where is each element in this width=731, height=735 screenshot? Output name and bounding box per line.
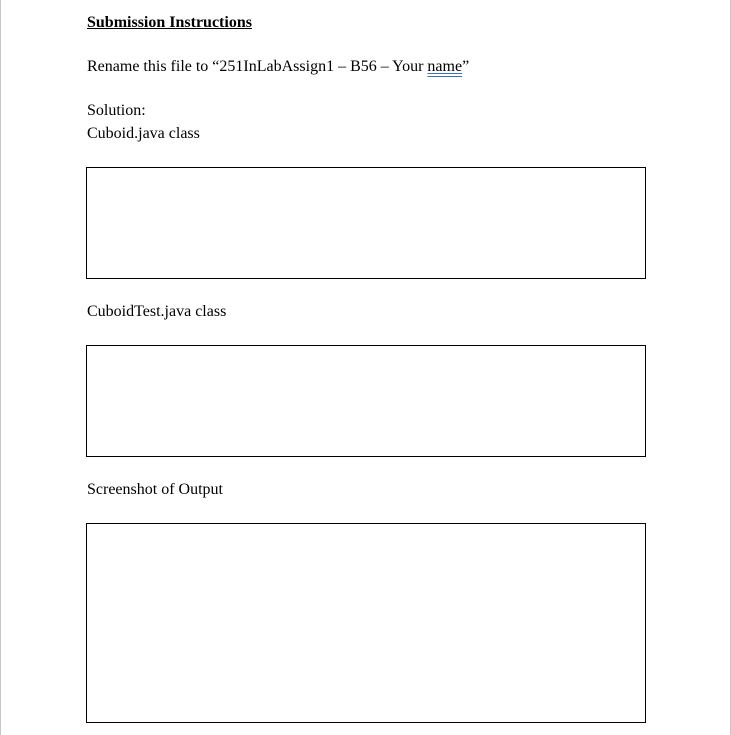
output-screenshot-label: Screenshot of Output bbox=[87, 481, 223, 498]
rename-instruction bbox=[87, 57, 469, 77]
rename-instruction-suffix: ” bbox=[462, 58, 470, 75]
cuboidtest-class-answer-box[interactable] bbox=[86, 345, 646, 457]
output-screenshot-box[interactable] bbox=[86, 523, 646, 723]
submission-instructions-heading: Submission Instructions bbox=[87, 14, 252, 31]
cuboidtest-class-label: CuboidTest.java class bbox=[87, 303, 227, 320]
solution-label: Solution: bbox=[87, 102, 146, 119]
rename-instruction-name: name bbox=[427, 58, 463, 75]
rename-instruction-prefix: Rename this file to “251InLabAssign1 – B56 – Your bbox=[87, 58, 428, 75]
cuboid-class-answer-box[interactable] bbox=[86, 167, 646, 279]
cuboid-class-label: Cuboid.java class bbox=[87, 125, 200, 142]
